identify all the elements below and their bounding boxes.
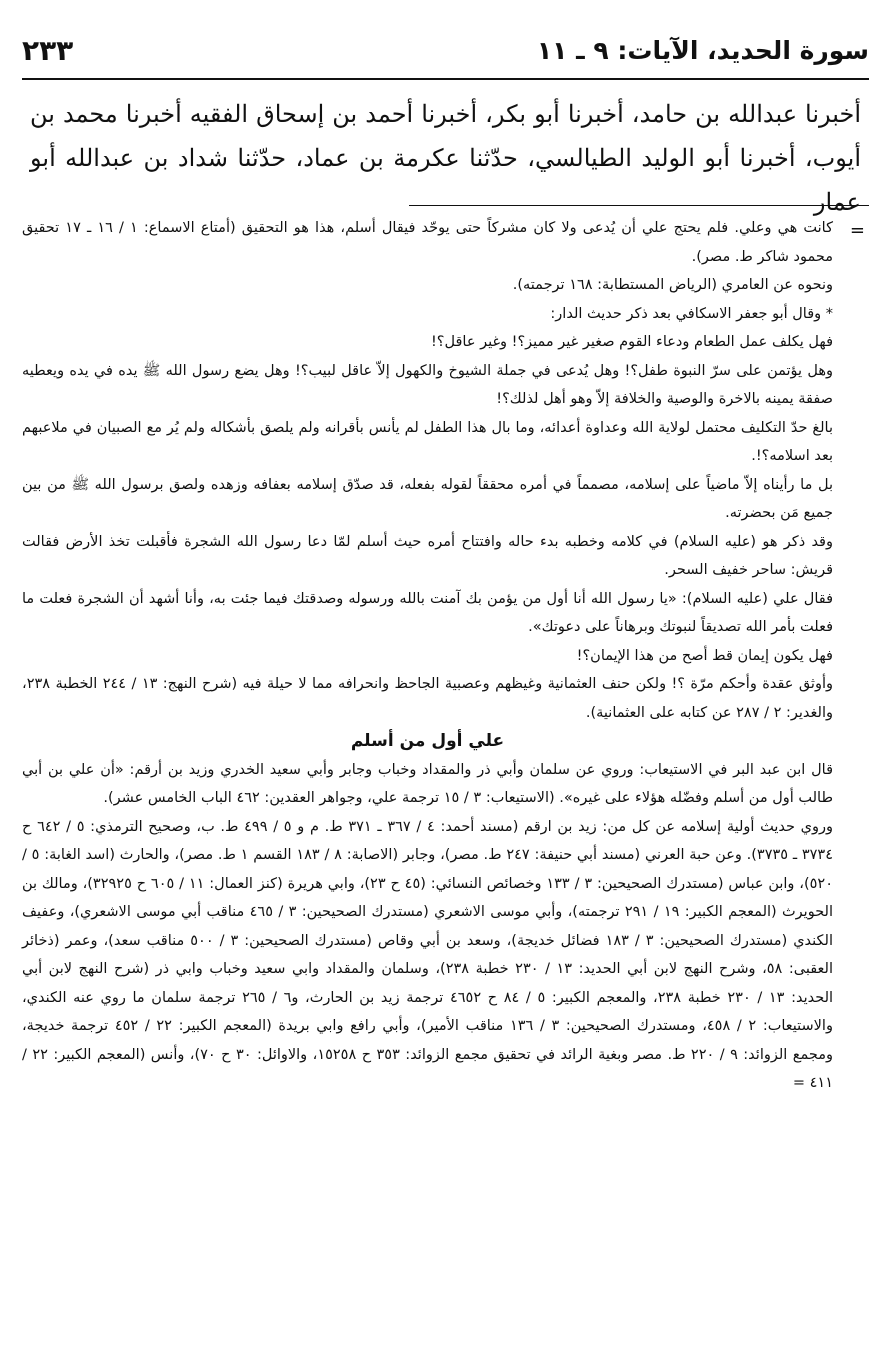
footnote-paragraph: بالغ حدّ التكليف محتمل لولاية الله وعداوة أعدائه، وما بال هذا الطفل لم يأنس بأقرانه ولم يلصق بأشكاله ولم يُر مع الصبيان في ملاعبهم بعد اسلامه؟!. (22, 419, 833, 464)
section-heading: علي أول من أسلم (350, 731, 505, 751)
page-header (22, 32, 869, 80)
footnote-paragraph: * وقال أبو جعفر الاسكافي بعد ذكر حديث الدار: (550, 305, 833, 322)
footnotes-block (22, 214, 833, 1098)
footnote-paragraph: وروي حديث أولية إسلامه عن كل من: زيد بن ارقم (مسند أحمد: ٤ / ٣٦٧ ـ ٣٧١ ط. م و ٥ / ٤٩٩ ط. ب، وصحيح الترمذي: ٥ / ٦٤٢ ح ٣٧٣٤ ـ ٣٧٣٥). وعن حبة العرني (مسند أبي حنيفة: ٢٤٧ ط. مصر)، وجابر (الاصابة: ٨ / ١٨٣ القسم ١ ط. مصر)، والحارث (اسد الغابة: ٥ / ٥٢٠)، وابن عباس (مستدرك الصحيحين: ٣ / ١٣٣ وخصائص النسائي: (٤٥ ح ٢٣)، وابي هريرة (كنز العمال: ١١ / ٦٠٥ ح ٣٢٩٢٥)، ومالك بن الحويرث (المعجم الكبير: ١٩ / ٢٩١ ترجمته)، وأبي موسى الاشعري (مستدرك الصحيحين: ٣ / ٤٦٥ مناقب أبي موسى الاشعري)، وعفيف الكندي (مستدرك الصحيحين: ٣ / ١٨٣ فضائل خديجة)، وسعد بن أبي وقاص (مستدرك الصحيحين: ٣ / ٥٠٠ مناقب سعد)، وعمر (ذخائر العقبى: ٥٨، وشرح النهج لابن أبي الحديد: ١٣ / ٢٣٠ خطبة ٢٣٨)، وسلمان والمقداد وابي سعيد وخباب وابي ذر (شرح النهج لابن أبي الحديد: ١٣ / ٢٣٠ خطبة ٢٣٨، والمعجم الكبير: ٥ / ٨٤ ح ٤٦٥٢ ترجمة زيد بن الحارث، و٦ / ٢٦٥ ترجمة سلمان ما روي عنه الكندي، والاستيعاب: ٢ / ٤٥٨، ومستدرك الصحيحين: ٣ / ١٣٦ مناقب الأمير)، وأبي رافع وابي بريدة (المعجم الكبير: ٢٢ / ٤٥٢ ترجمة خديجة، ومجمع الزوائد: ٩ / ٢٢٠ ط. مصر وبغية الرائد في تحقيق مجمع الزوائد: ٣٥٣ ح ١٥٢٥٨، والاوائل: ٣٠ ح ٧٠)، وأنس (المعجم الكبير: ٢٢ / ٤١١ = (22, 818, 834, 1091)
main-paragraph: أخبرنا عبدالله بن حامد، أخبرنا أبو بكر، أخبرنا أحمد بن إسحاق الفقيه أخبرنا محمد بن أيوب، أخبرنا أبو الوليد الطيالسي، حدّثنا عكرمة بن عماد، حدّثنا شداد بن عبدالله أبو عمار (30, 100, 861, 216)
footnote-paragraph: وقد ذكر هو (عليه السلام) في كلامه وخطبه بدء حاله وافتتاح أمره حيث أسلم لمّا دعا رسول الله الشجرة فأقبلت تخذ الأرض فقالت قريش: ساحر خفيف السحر. (22, 533, 833, 578)
footnote-paragraph: بل ما رأيناه إلاّ ماضياً على إسلامه، مصمماً في أمره محققاً لقوله بفعله، قد صدّق إسلامه بعفافه وزهده ولصق برسول الله ﷺ من بين جميع مَن بحضرته. (22, 476, 833, 521)
footnote-paragraph: فهل يكون إيمان قط أصح من هذا الإيمان؟! (576, 647, 833, 664)
footnote-paragraph: فهل يكلف عمل الطعام ودعاء القوم صغير غير مميز؟! وغير عاقل؟! (430, 334, 833, 350)
footnote-paragraph: ونحوه عن العامري (الرياض المستطابة: ١٦٨ ترجمته). (512, 277, 833, 293)
surah-title: سورة الحديد، الآيات: ٩ ـ ١١ (536, 36, 869, 65)
footnote-paragraph: وأوثق عقدة وأحكم مرّة ؟! ولكن حنف العثمانية وغيظهم وعصبية الجاحظ وانحرافه مما لا حيلة فيه (شرح النهج: ١٣ / ٢٤٤ الخطبة ٢٣٨، والغدير: ٢ / ٢٨٧ عن كتابه على العثمانية). (22, 676, 833, 721)
footnote-continuation-mark: = (849, 220, 865, 241)
footnote-paragraph: فقال علي (عليه السلام): «يا رسول الله أنا أول من يؤمن بك آمنت بالله ورسوله وصدقتك فيما جئت به، وأنا أشهد أن الشجرة فعلت ما فعلت بأمر الله تصديقاً لنبوتك وبرهاناً على دعوتك». (22, 590, 833, 635)
page-number: ٢٣٣ (22, 34, 74, 67)
footnote-paragraph: وهل يؤتمن على سرّ النبوة طفل؟! وهل يُدعى في جملة الشيوخ والكهول إلاّ عاقل لبيب؟! وهل يضع رسول الله ﷺ يده في يده ويعطيه صفقة يمينه بالاخرة والوصية والخلافة إلاّ وهو أهل لذلك؟! (22, 362, 833, 407)
footnote-paragraph: كانت هي وعلي. فلم يحتج علي أن يُدعى ولا كان مشركاً حتى يوحّد فيقال أسلم، هذا هو التحقيق (أمتاع الاسماع: ١ / ١٦ ـ ١٧ تحقيق محمود شاكر ط. مصر). (22, 220, 833, 265)
footnote-divider (409, 205, 869, 206)
footnote-paragraph: قال ابن عبد البر في الاستيعاب: وروي عن سلمان وأبي ذر والمقداد وخباب وجابر وأبي سعيد الخدري وزيد بن أرقم: «أن علي بن أبي طالب أول من أسلم وفضّله هؤلاء على غيره». (الاستيعاب: ٣ / ١٥ ترجمة علي، وجواهر العقدين: ٤٦٢ الباب الخامس عشر). (22, 761, 833, 806)
